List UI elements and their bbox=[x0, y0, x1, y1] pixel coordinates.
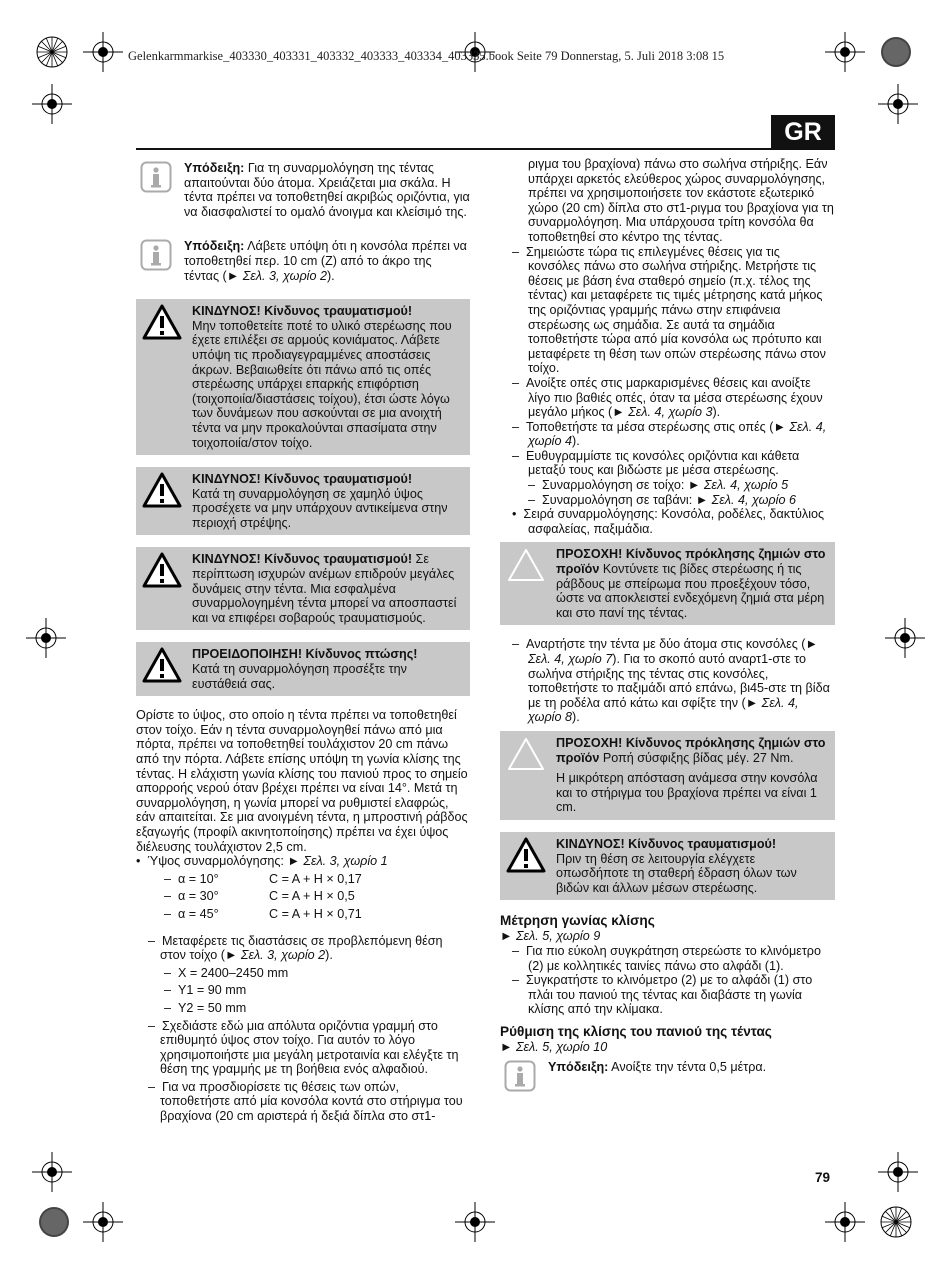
note-text-end: ). bbox=[326, 268, 335, 283]
dash-text-end: ). bbox=[325, 948, 333, 963]
dash-item: – Συγκρατήστε το κλινόμετρο (2) με το αλφάδι (1) στο πλάι του πανιού της τέντας και διαβάστε τη γωνία κλίσης από την κλίμακα. bbox=[512, 973, 813, 1017]
danger-label: ΚΙΝΔΥΝΟΣ! Κίνδυνος τραυματισμού! bbox=[556, 836, 777, 851]
caution-box bbox=[500, 731, 835, 820]
note-box bbox=[500, 1056, 835, 1096]
formula-row: – α = 30° C = A + H × 0,5 bbox=[164, 889, 355, 904]
caution-triangle-icon bbox=[506, 547, 548, 587]
angle-value: α = 45° bbox=[178, 906, 219, 921]
left-column bbox=[136, 157, 470, 1124]
page-reference bbox=[500, 1040, 835, 1055]
bullet-text: Σειρά συναρμολόγησης: Κονσόλα, ροδέλες, δακτύλιος ασφαλείας, παξιμάδια. bbox=[523, 507, 825, 536]
dash-text: Σχεδιάστε εδώ μια απόλυτα οριζόντια γραμμή στο επιθυμητό ύψος στον τοίχο. Για αυτόν το λόγο χρησιμοποιήστε μια μεγάλη μετροταινία και ελέγξτε τη θέση της γραμμής με τη βοήθεια ενός αλφαδιού. bbox=[160, 1018, 459, 1077]
page-reference: ► Σελ. 4, χωρίο 6 bbox=[695, 492, 796, 507]
sub-text: Συναρμολόγηση σε ταβάνι: bbox=[542, 492, 696, 507]
note-box bbox=[136, 157, 470, 223]
dash-text: ). Για το σκοπό αυτό αναρτ1-στε το σωλήνα στήριξης της τέντας στις κονσόλες, τοποθετήστε το παξιμάδι από επάνω, βι45-στε τη βίδα με τη ροδέλα από κάτω και σφίξτε την ( bbox=[528, 652, 830, 710]
dash-text: Αναρτήστε την τέντα με δύο άτομα στις κονσόλες ( bbox=[526, 637, 806, 652]
bullet-item: • Σειρά συναρμολόγησης: Κονσόλα, ροδέλες, δακτύλιος ασφαλείας, παξιμάδια. bbox=[512, 507, 825, 536]
info-icon bbox=[500, 1060, 540, 1092]
danger-box bbox=[136, 299, 470, 455]
warning-triangle-icon bbox=[142, 647, 184, 687]
danger-label: ΚΙΝΔΥΝΟΣ! Κίνδυνος τραυματισμού! bbox=[192, 304, 413, 319]
angle-value: α = 30° bbox=[178, 889, 219, 904]
formula: C = A + H × 0,17 bbox=[269, 871, 362, 886]
dash-text: Σημειώστε τώρα τις επιλεγμένες θέσεις για τις κονσόλες πάνω στο σωλήνα στήριξης. Μετρήστε τις θέσεις με βάση ένα σταθερό σημείο (π.χ. τέλος της τέντας) και μεταφέρετε τις τιμές μέτρησης κατά μήκος της οριζόντιας γραμμής πάνω στην επιφάνεια στερέωσης ως σημάδια. Σε αυτά τα σημάδια τοποθετήστε τώρα από μία κονσόλα ως πρότυπο και μεταφέρετε τη θέση των οπών στερέωσης πάνω στον τοίχο. bbox=[526, 244, 826, 376]
sub-item: – Συναρμολόγηση σε τοίχο: ► Σελ. 4, χωρίο 5 bbox=[528, 478, 789, 493]
dimension-value: Y2 = 50 mm bbox=[178, 1000, 247, 1015]
warning-triangle-icon bbox=[142, 304, 184, 344]
bullet-text: Ύψος συναρμολόγησης: bbox=[147, 854, 288, 869]
section-heading: Μέτρηση γωνίας κλίσης bbox=[500, 913, 655, 929]
dash-item: – Σχεδιάστε εδώ μια απόλυτα οριζόντια γραμμή στο επιθυμητό ύψος στον τοίχο. Για αυτόν το λόγο χρησιμοποιήστε μια μεγάλη μετροταινία και ελέγξτε τη θέση της γραμμής με τη βοήθεια ενός αλφαδιού. bbox=[148, 1018, 459, 1077]
danger-label: ΚΙΝΔΥΝΟΣ! Κίνδυνος τραυματισμού! bbox=[192, 552, 413, 567]
sub-item: – Συναρμολόγηση σε ταβάνι: ► Σελ. 4, χωρίο 6 bbox=[528, 492, 796, 507]
dash-item: – Αναρτήστε την τέντα με δύο άτομα στις κονσόλες (► Σελ. 4, χωρίο 7). Για το σκοπό αυτό αναρτ1-στε το σωλήνα στήριξης της τέντας στις κονσόλες, τοποθετήστε το παξιμάδι από επάνω, βι45-στε τη βίδα με τη ροδέλα από κάτω και σφίξτε την (► Σελ. 4, χωρίο 8). bbox=[512, 637, 830, 725]
dimension-item: – X = 2400–2450 mm bbox=[164, 965, 289, 980]
formula-row: – α = 45° C = A + H × 0,71 bbox=[164, 906, 362, 921]
page-reference: ► Σελ. 4, χωρίο 4 bbox=[528, 419, 827, 449]
dash-text: Συγκρατήστε το κλινόμετρο (2) με το αλφάδι (1) στο πλάι του πανιού της τέντας και διαβάστε τη γωνία κλίσης από την κλίμακα. bbox=[526, 973, 813, 1017]
page-reference: ► Σελ. 4, χωρίο 3 bbox=[612, 405, 713, 420]
danger-box bbox=[500, 832, 835, 900]
dash-item: – Ανοίξτε οπές στις μαρκαρισμένες θέσεις και ανοίξτε λίγο πιο βαθιές οπές, όταν τα μέσα στερέωσης έχουν μεγάλο μήκος (► Σελ. 4, χωρίο 3). bbox=[512, 375, 823, 420]
note-label: Υπόδειξη: bbox=[184, 161, 245, 175]
dash-text: Τοποθετήστε τα μέσα στερέωσης στις οπές ( bbox=[526, 419, 774, 434]
warning-label: ΠΡΟΕΙΔΟΠΟΙΗΣΗ! Κίνδυνος πτώσης! bbox=[192, 647, 418, 662]
danger-text: Κατά τη συναρμολόγηση σε χαμηλό ύψος προσέχετε να μην υπάρχουν αντικείμενα στην περιοχή στρέψης. bbox=[192, 486, 448, 530]
dash-item: – Για πιο εύκολη συγκράτηση στερεώστε το κλινόμετρο (2) με κολλητικές ταινίες πάνω στο αλφάδι (1). bbox=[512, 943, 821, 973]
warning-triangle-icon bbox=[142, 552, 184, 592]
dimension-item: – Y2 = 50 mm bbox=[164, 1000, 247, 1015]
warning-text: Κατά τη συναρμολόγηση προσέξτε την ευστάθειά σας. bbox=[192, 662, 407, 691]
caution-label: ΠΡΟΣΟΧΗ! Κίνδυνος πρόκλησης ζημιών στο προϊόν bbox=[556, 735, 826, 765]
dimension-item: – Y1 = 90 mm bbox=[164, 983, 247, 998]
dimension-value: X = 2400–2450 mm bbox=[178, 965, 289, 980]
page-reference: ► Σελ. 4, χωρίο 8 bbox=[528, 695, 799, 725]
page-reference: ► Σελ. 4, χωρίο 5 bbox=[687, 478, 789, 493]
dash-item: – Μεταφέρετε τις διαστάσεις σε προβλεπόμενη θέση στον τοίχο (► Σελ. 3, χωρίο 2). bbox=[148, 933, 443, 963]
angle-value: α = 10° bbox=[178, 871, 219, 886]
dash-item: – Ευθυγραμμίστε τις κονσόλες οριζόντια και κάθετα μεταξύ τους και βιδώστε με μέσα στερέωσης. bbox=[512, 448, 800, 478]
dash-text-end: ). bbox=[572, 710, 580, 725]
warning-box bbox=[136, 642, 470, 696]
caution-box bbox=[500, 542, 835, 625]
dash-text-end: ). bbox=[712, 405, 721, 420]
page-reference: ► Σελ. 3, χωρίο 1 bbox=[287, 854, 388, 869]
warning-triangle-icon bbox=[506, 837, 548, 877]
caution-text: Κοντύνετε τις βίδες στερέωσης ή τις ράβδους με σπείρωμα που προεξέχουν τόσο, ώστε να αποκλειστεί ενδεχόμενη ζημιά στα μέρη και στο πανί της τέντας. bbox=[556, 562, 825, 620]
note-text: Ανοίξτε την τέντα 0,5 μέτρα. bbox=[608, 1060, 767, 1075]
language-tab: GR bbox=[771, 115, 835, 149]
dash-text: Για να προσδιορίσετε τις θέσεις των οπών, τοποθετήστε από μία κονσόλα κοντά στο στήριγμα του βραχίονα (20 cm αριστερά ή δεξιά δίπλα στο στ1- bbox=[160, 1079, 463, 1124]
dash-text: Ανοίξτε οπές στις μαρκαρισμένες θέσεις και ανοίξτε λίγο πιο βαθιές οπές, όταν τα μέσα στερέωσης έχουν μεγάλο μήκος ( bbox=[526, 375, 823, 420]
page-reference bbox=[500, 929, 835, 944]
dash-item: – Για να προσδιορίσετε τις θέσεις των οπών, τοποθετήστε από μία κονσόλα κοντά στο στήριγμα του βραχίονα (20 cm αριστερά ή δεξιά δίπλα στο στ1- bbox=[148, 1079, 463, 1124]
page-number: 79 bbox=[815, 1170, 831, 1185]
page-reference-text: ► Σελ. 5, χωρίο 9 bbox=[500, 929, 601, 944]
right-column bbox=[500, 157, 835, 1108]
dash-item: – Τοποθετήστε τα μέσα στερέωσης στις οπές (► Σελ. 4, χωρίο 4). bbox=[512, 419, 827, 449]
danger-text: Πριν τη θέση σε λειτουργία ελέγχετε οπωσδήποτε τη σταθερή έδραση όλων των βιδών και άλλων μέσων στερέωσης. bbox=[556, 851, 797, 895]
dash-text-end: ). bbox=[572, 434, 580, 449]
page-reference: ► Σελ. 3, χωρίο 2 bbox=[224, 948, 326, 963]
info-icon bbox=[136, 161, 176, 193]
page-reference: ► Σελ. 4, χωρίο 7 bbox=[528, 637, 818, 666]
note-text: Λάβετε υπόψη ότι η κονσόλα πρέπει να τοποθετηθεί περ. 10 cm (Z) από το άκρο της τέντας ( bbox=[184, 239, 467, 283]
dash-item: – Σημειώστε τώρα τις επιλεγμένες θέσεις για τις κονσόλες πάνω στο σωλήνα στήριξης. Μετρήστε τις θέσεις με βάση ένα σταθερό σημείο (π.χ. τέλος της τέντας) και μεταφέρετε τις τιμές μέτρησης κατά μήκος της οριζόντιας γραμμής πάνω στην επιφάνεια στερέωσης ως σημάδια. Σε αυτά τα σημάδια τοποθετήστε τώρα από μία κονσόλα ως πρότυπο και μεταφέρετε τη θέση των οπών στερέωσης πάνω στον τοίχο. bbox=[512, 244, 826, 376]
formula: C = A + H × 0,71 bbox=[269, 906, 362, 921]
section-heading: Ρύθμιση της κλίσης του πανιού της τέντας bbox=[500, 1023, 772, 1039]
bullet-item: • Ύψος συναρμολόγησης: ► Σελ. 3, χωρίο 1 bbox=[136, 854, 388, 869]
danger-text: Σε περίπτωση ισχυρών ανέμων επιδρούν μεγάλες δυνάμεις στην τέντα. Μια εσφαλμένα συναρμολογημένη τέντα μπορεί να αποσπαστεί και να επιφέρει σοβαρούς τραυματισμούς. bbox=[192, 552, 457, 625]
note-label: Υπόδειξη: bbox=[548, 1060, 609, 1075]
header-rule bbox=[136, 148, 835, 150]
caution-text: Ροπή σύσφιξης βίδας μέγ. 27 Nm. bbox=[599, 750, 794, 765]
caution-triangle-icon bbox=[506, 736, 548, 776]
dimension-value: Y1 = 90 mm bbox=[178, 983, 247, 998]
caution-text: Η μικρότερη απόσταση ανάμεσα στην κονσόλα και το στήριγμα του βραχίονα πρέπει να είναι 1 cm. bbox=[556, 771, 818, 815]
dash-text: Ευθυγραμμίστε τις κονσόλες οριζόντια και κάθετα μεταξύ τους και βιδώστε με μέσα στερέωσης. bbox=[526, 448, 800, 478]
note-box bbox=[136, 235, 470, 287]
info-icon bbox=[136, 239, 176, 271]
print-header: Gelenkarmmarkise_403330_403331_403332_403333_403334_403335.book Seite 79 Donnerstag, 5. Juli 2018 3:08 15 bbox=[128, 49, 725, 63]
note-text: Για τη συναρμολόγηση της τέντας απαιτούνται δύο άτομα. Χρειάζεται μια σκάλα. Η τέντα πρέπει να τοποθετηθεί ακριβώς οριζόντια, για να διασφαλιστεί το ομαλό άνοιγμα και κλείσιμό της. bbox=[184, 161, 470, 219]
danger-box bbox=[136, 467, 470, 535]
page-reference: ► Σελ. 3, χωρίο 2 bbox=[226, 268, 327, 283]
danger-box bbox=[136, 547, 470, 630]
formula-row: – α = 10° C = A + H × 0,17 bbox=[164, 871, 362, 886]
body-paragraph: Ορίστε το ύψος, στο οποίο η τέντα πρέπει να τοποθετηθεί στον τοίχο. Εάν η τέντα συναρμολογηθεί πάνω από μια πόρτα, πρέπει να τοποθετηθεί τουλάχιστον 20 cm πάνω από την πόρτα. Λάβετε επίσης υπόψη τη γωνία κλίσης της τέντας. Η ελάχιστη γωνία κλίσης του πανιού προς το σημείο απορροής νερού όταν βρέχει πρέπει να είναι 14°. Μετά τη συναρμολόγηση, η γωνία μπορεί να ρυθμιστεί ελαφρώς, εάν απαιτείται. Σε μια ανοιγμένη τέντα, η μπροστινή ράβδος εξαγωγής (προφίλ ακινητοποίησης) πρέπει να έχει ύψος διέλευσης τουλάχιστον 2,5 cm. bbox=[136, 708, 468, 854]
danger-text: Μην τοποθετείτε ποτέ το υλικό στερέωσης που έχετε επιλέξει σε αρμούς κονιάματος. Λάβετε υπόψη τις προδιαγεγραμμένες αποστάσεις άκρων. Βεβαιωθείτε ότι πάνω από τις οπές στερέωσης υπάρχει επαρκής επιφόρτιση (τοιχοποιία/διαστάσεις τοίχου), έτσι ώστε λόγω των δυνάμεων που ασκούνται σε μια ανοιχτή τέντα να μην προκαλούνται σπασίματα στην τοιχοποιία/στον τοίχο. bbox=[192, 318, 452, 450]
note-label: Υπόδειξη: bbox=[184, 239, 245, 254]
formula: C = A + H × 0,5 bbox=[269, 889, 355, 904]
warning-triangle-icon bbox=[142, 472, 184, 512]
danger-label: ΚΙΝΔΥΝΟΣ! Κίνδυνος τραυματισμού! bbox=[192, 472, 413, 487]
dash-text: Για πιο εύκολη συγκράτηση στερεώστε το κλινόμετρο (2) με κολλητικές ταινίες πάνω στο αλφάδι (1). bbox=[526, 943, 821, 973]
page-reference-text: ► Σελ. 5, χωρίο 10 bbox=[500, 1039, 608, 1054]
sub-text: Συναρμολόγηση σε τοίχο: bbox=[542, 478, 688, 493]
caution-label: ΠΡΟΣΟΧΗ! Κίνδυνος πρόκλησης ζημιών στο προϊόν bbox=[556, 547, 826, 577]
continued-text: ριγμα του βραχίονα) πάνω στο σωλήνα στήριξης. Εάν υπάρχει αρκετός ελεύθερος χώρος συναρμολόγησης, πρέπει να χρησιμοποιήσετε τον εκάστοτε εξωτερικό χώρο (20 cm) δίπλα στο στ1-ριγμα του βραχίονα για τη συναρμολόγηση. Μια υπάρχουσα τρίτη κονσόλα θα τοποθετηθεί στο κέντρο της τέντας. bbox=[528, 157, 834, 244]
dash-text: Μεταφέρετε τις διαστάσεις σε προβλεπόμενη θέση στον τοίχο ( bbox=[160, 933, 443, 963]
